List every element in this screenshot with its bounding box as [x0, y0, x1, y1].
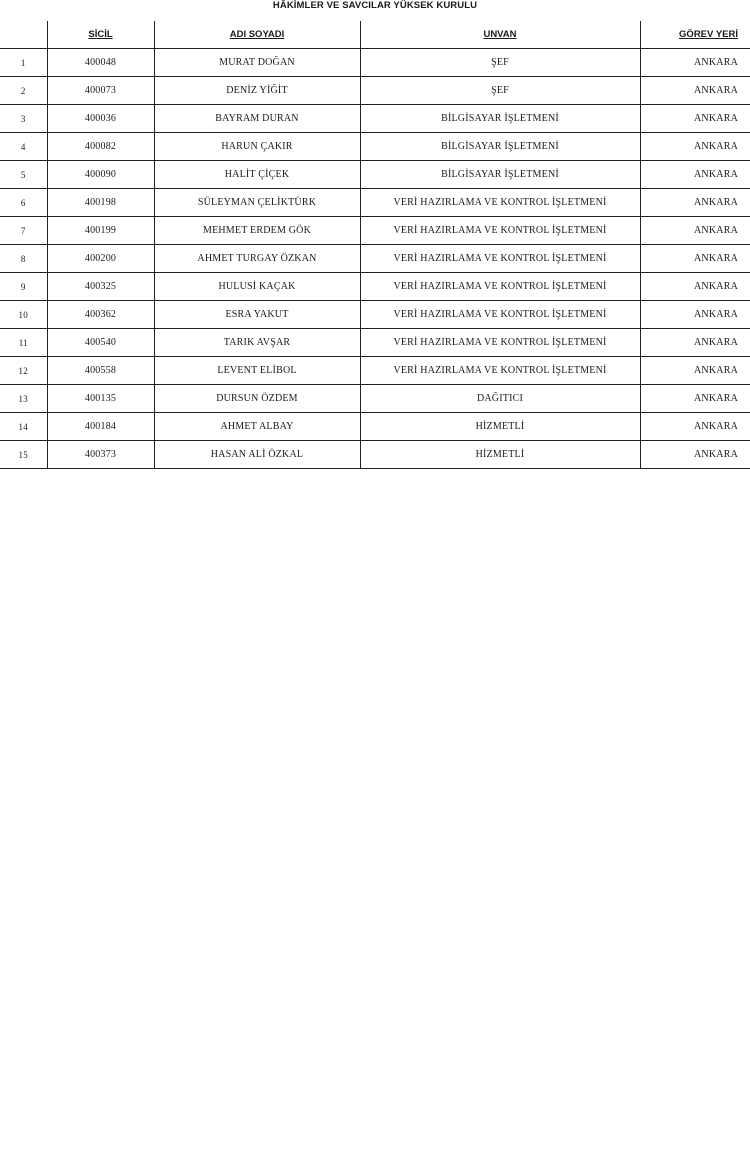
- table-row: [0, 385, 750, 413]
- table-row: [0, 189, 750, 217]
- cell-adi-soyadi: TARIK AVŞAR: [154, 329, 360, 357]
- cell-adi-soyadi: MURAT DOĞAN: [154, 49, 360, 77]
- cell-sicil: 400082: [47, 133, 154, 161]
- cell-unvan: HİZMETLİ: [360, 413, 640, 441]
- table-row: [0, 105, 750, 133]
- cell-adi-soyadi: DURSUN ÖZDEM: [154, 385, 360, 413]
- cell-sicil: 400362: [47, 301, 154, 329]
- cell-no: 10: [0, 301, 47, 329]
- cell-no: 14: [0, 413, 47, 441]
- cell-adi-soyadi: ESRA YAKUT: [154, 301, 360, 329]
- cell-gorev-yeri: ANKARA: [640, 77, 750, 105]
- cell-sicil: 400325: [47, 273, 154, 301]
- cell-sicil: 400373: [47, 441, 154, 469]
- cell-gorev-yeri: ANKARA: [640, 217, 750, 245]
- cell-unvan: BİLGİSAYAR İŞLETMENİ: [360, 133, 640, 161]
- cell-adi-soyadi: AHMET TURGAY ÖZKAN: [154, 245, 360, 273]
- cell-unvan: VERİ HAZIRLAMA VE KONTROL İŞLETMENİ: [360, 189, 640, 217]
- cell-gorev-yeri: ANKARA: [640, 245, 750, 273]
- cell-sicil: 400558: [47, 357, 154, 385]
- cell-adi-soyadi: BAYRAM DURAN: [154, 105, 360, 133]
- cell-sicil: 400184: [47, 413, 154, 441]
- cell-gorev-yeri: ANKARA: [640, 413, 750, 441]
- cell-no: 1: [0, 49, 47, 77]
- cell-sicil: 400200: [47, 245, 154, 273]
- cell-adi-soyadi: AHMET ALBAY: [154, 413, 360, 441]
- cell-unvan: VERİ HAZIRLAMA VE KONTROL İŞLETMENİ: [360, 301, 640, 329]
- cell-adi-soyadi: HASAN ALİ ÖZKAL: [154, 441, 360, 469]
- cell-sicil: 400036: [47, 105, 154, 133]
- header-unvan: UNVAN: [360, 21, 640, 49]
- cell-gorev-yeri: ANKARA: [640, 273, 750, 301]
- cell-unvan: BİLGİSAYAR İŞLETMENİ: [360, 105, 640, 133]
- table-row: [0, 245, 750, 273]
- cell-unvan: BİLGİSAYAR İŞLETMENİ: [360, 161, 640, 189]
- cell-adi-soyadi: HULUSİ KAÇAK: [154, 273, 360, 301]
- cell-unvan: HİZMETLİ: [360, 441, 640, 469]
- cell-no: 2: [0, 77, 47, 105]
- cell-no: 6: [0, 189, 47, 217]
- cell-no: 15: [0, 441, 47, 469]
- cell-adi-soyadi: MEHMET ERDEM GÖK: [154, 217, 360, 245]
- cell-gorev-yeri: ANKARA: [640, 133, 750, 161]
- cell-adi-soyadi: HARUN ÇAKIR: [154, 133, 360, 161]
- cell-unvan: ŞEF: [360, 49, 640, 77]
- cell-gorev-yeri: ANKARA: [640, 301, 750, 329]
- cell-adi-soyadi: HALİT ÇİÇEK: [154, 161, 360, 189]
- cell-gorev-yeri: ANKARA: [640, 105, 750, 133]
- cell-gorev-yeri: ANKARA: [640, 189, 750, 217]
- cell-no: 13: [0, 385, 47, 413]
- cell-no: 9: [0, 273, 47, 301]
- header-adi-soyadi: ADI SOYADI: [154, 21, 360, 49]
- cell-no: 5: [0, 161, 47, 189]
- cell-unvan: VERİ HAZIRLAMA VE KONTROL İŞLETMENİ: [360, 217, 640, 245]
- cell-no: 7: [0, 217, 47, 245]
- table-row: [0, 133, 750, 161]
- cell-unvan: DAĞITICI: [360, 385, 640, 413]
- cell-unvan: VERİ HAZIRLAMA VE KONTROL İŞLETMENİ: [360, 357, 640, 385]
- cell-sicil: 400135: [47, 385, 154, 413]
- table-header-row: [0, 21, 750, 49]
- cell-gorev-yeri: ANKARA: [640, 161, 750, 189]
- table-row: [0, 217, 750, 245]
- cell-sicil: 400073: [47, 77, 154, 105]
- cell-unvan: VERİ HAZIRLAMA VE KONTROL İŞLETMENİ: [360, 245, 640, 273]
- cell-no: 12: [0, 357, 47, 385]
- table-body: [0, 49, 750, 469]
- cell-no: 8: [0, 245, 47, 273]
- table-row: [0, 49, 750, 77]
- cell-sicil: 400090: [47, 161, 154, 189]
- table-row: [0, 301, 750, 329]
- cell-sicil: 400540: [47, 329, 154, 357]
- header-sicil: SİCİL: [47, 21, 154, 49]
- table-row: [0, 413, 750, 441]
- cell-unvan: VERİ HAZIRLAMA VE KONTROL İŞLETMENİ: [360, 273, 640, 301]
- cell-adi-soyadi: LEVENT ELİBOL: [154, 357, 360, 385]
- header-no: [0, 21, 47, 49]
- cell-sicil: 400199: [47, 217, 154, 245]
- cell-no: 11: [0, 329, 47, 357]
- header-gorev-yeri: GÖREV YERİ: [640, 21, 750, 49]
- table-row: [0, 77, 750, 105]
- cell-gorev-yeri: ANKARA: [640, 357, 750, 385]
- cell-gorev-yeri: ANKARA: [640, 329, 750, 357]
- table-row: [0, 273, 750, 301]
- cell-unvan: ŞEF: [360, 77, 640, 105]
- table-row: [0, 329, 750, 357]
- cell-adi-soyadi: SÜLEYMAN ÇELİKTÜRK: [154, 189, 360, 217]
- personnel-table: [0, 21, 750, 469]
- cell-adi-soyadi: DENİZ YİĞİT: [154, 77, 360, 105]
- cell-sicil: 400048: [47, 49, 154, 77]
- cell-no: 4: [0, 133, 47, 161]
- cell-gorev-yeri: ANKARA: [640, 385, 750, 413]
- table-row: [0, 161, 750, 189]
- cell-gorev-yeri: ANKARA: [640, 441, 750, 469]
- cell-gorev-yeri: ANKARA: [640, 49, 750, 77]
- document-title: HÂKİMLER VE SAVCILAR YÜKSEK KURULU: [272, 0, 478, 11]
- cell-no: 3: [0, 105, 47, 133]
- table-row: [0, 357, 750, 385]
- table-row: [0, 441, 750, 469]
- cell-unvan: VERİ HAZIRLAMA VE KONTROL İŞLETMENİ: [360, 329, 640, 357]
- cell-sicil: 400198: [47, 189, 154, 217]
